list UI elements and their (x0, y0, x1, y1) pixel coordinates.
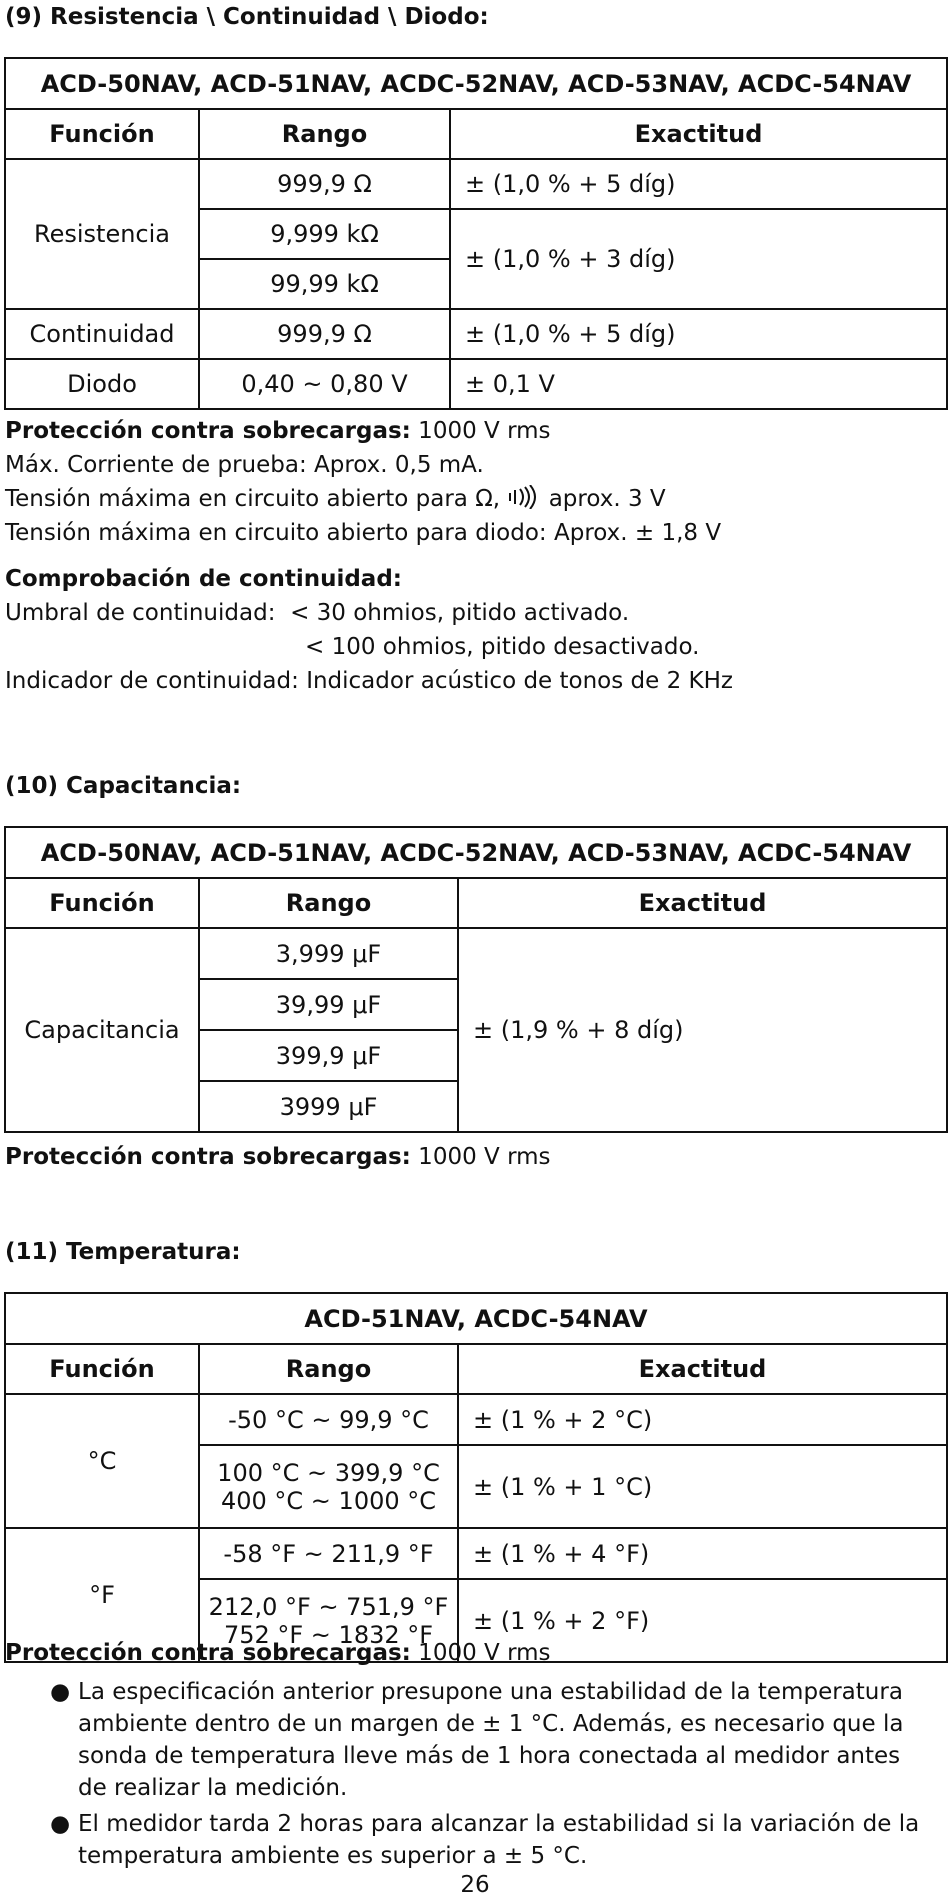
section-10-heading: (10) Capacitancia: (5, 773, 242, 799)
range-cell: 100 °C ~ 399,9 °C 400 °C ~ 1000 °C (199, 1445, 458, 1528)
bullet-dot: ● (50, 1811, 71, 1837)
capacitance-table (4, 826, 948, 1133)
accuracy-cell: ± (1 % + 1 °C) (458, 1445, 947, 1528)
continuity-beep-icon (507, 485, 541, 509)
continuity-check-heading: Comprobación de continuidad: (5, 566, 402, 592)
threshold-line-2: < 100 ohmios, pitido desactivado. (305, 634, 700, 660)
range-cell: 3,999 μF (199, 928, 458, 979)
col-funcion: Función (5, 878, 199, 928)
overload-line: Protección contra sobrecargas: 1000 V rms (5, 1640, 551, 1666)
section-9-heading: (9) Resistencia \ Continuidad \ Diodo: (5, 4, 489, 30)
bullet-dot: ● (50, 1679, 71, 1705)
col-funcion: Función (5, 109, 199, 159)
overload-line: Protección contra sobrecargas: 1000 V rms (5, 418, 551, 444)
capacitance-label: Capacitancia (5, 928, 199, 1132)
range-cell: -50 °C ~ 99,9 °C (199, 1394, 458, 1445)
range-cell: 399,9 μF (199, 1030, 458, 1081)
accuracy-cell: ± (1,0 % + 3 díg) (450, 209, 947, 309)
overload-line: Protección contra sobrecargas: 1000 V rms (5, 1144, 551, 1170)
range-cell: 999,9 Ω (199, 159, 450, 209)
section-11-heading: (11) Temperatura: (5, 1239, 241, 1265)
models-header: ACD-50NAV, ACD-51NAV, ACDC-52NAV, ACD-53NAV, ACDC-54NAV (5, 58, 947, 109)
bullet-item: ● La especificación anterior presupone una estabilidad de la temperatura ambiente dentro de un margen de ± 1 °C. Además, es necesario que la sonda de temperatura lleve más de 1 hora conectada al medidor antes de realizar la medición. (52, 1676, 922, 1804)
fahrenheit-label: °F (5, 1528, 199, 1662)
accuracy-cell: ± (1 % + 2 °C) (458, 1394, 947, 1445)
col-rango: Rango (199, 109, 450, 159)
accuracy-cell: ± (1 % + 2 °F) (458, 1579, 947, 1662)
indicator-line: Indicador de continuidad: Indicador acústico de tonos de 2 KHz (5, 668, 734, 694)
range-cell: 999,9 Ω (199, 309, 450, 359)
test-current-line: Máx. Corriente de prueba: Aprox. 0,5 mA. (5, 452, 484, 478)
diode-label: Diodo (5, 359, 199, 409)
threshold-line-1: Umbral de continuidad: < 30 ohmios, pitido activado. (5, 600, 630, 626)
temperature-table (4, 1292, 948, 1663)
celsius-label: °C (5, 1394, 199, 1528)
range-cell: 0,40 ~ 0,80 V (199, 359, 450, 409)
col-exactitud: Exactitud (450, 109, 947, 159)
col-funcion: Función (5, 1344, 199, 1394)
accuracy-cell: ± 0,1 V (450, 359, 947, 409)
resistance-label: Resistencia (5, 159, 199, 309)
range-cell: 39,99 μF (199, 979, 458, 1030)
col-rango: Rango (199, 878, 458, 928)
col-exactitud: Exactitud (458, 1344, 947, 1394)
accuracy-cell: ± (1 % + 4 °F) (458, 1528, 947, 1579)
open-voltage-line: Tensión máxima en circuito abierto para Ω, aprox. 3 V (5, 486, 666, 512)
diode-voltage-line: Tensión máxima en circuito abierto para diodo: Aprox. ± 1,8 V (5, 520, 722, 546)
models-header: ACD-51NAV, ACDC-54NAV (5, 1293, 947, 1344)
continuity-label: Continuidad (5, 309, 199, 359)
col-exactitud: Exactitud (458, 878, 947, 928)
range-cell: 3999 μF (199, 1081, 458, 1132)
range-cell: 9,999 kΩ (199, 209, 450, 259)
range-cell: -58 °F ~ 211,9 °F (199, 1528, 458, 1579)
accuracy-cell: ± (1,0 % + 5 díg) (450, 159, 947, 209)
bullet-item: ● El medidor tarda 2 horas para alcanzar la estabilidad si la variación de la temperatura ambiente es superior a ± 5 °C. (52, 1808, 922, 1872)
col-rango: Rango (199, 1344, 458, 1394)
accuracy-cell: ± (1,0 % + 5 díg) (450, 309, 947, 359)
range-cell: 99,99 kΩ (199, 259, 450, 309)
models-header: ACD-50NAV, ACD-51NAV, ACDC-52NAV, ACD-53NAV, ACDC-54NAV (5, 827, 947, 878)
accuracy-cell: ± (1,9 % + 8 díg) (458, 928, 947, 1132)
resistance-table (4, 57, 948, 410)
range-cell: 212,0 °F ~ 751,9 °F 752 °F ~ 1832 °F (199, 1579, 458, 1662)
page-number: 26 (460, 1872, 490, 1898)
